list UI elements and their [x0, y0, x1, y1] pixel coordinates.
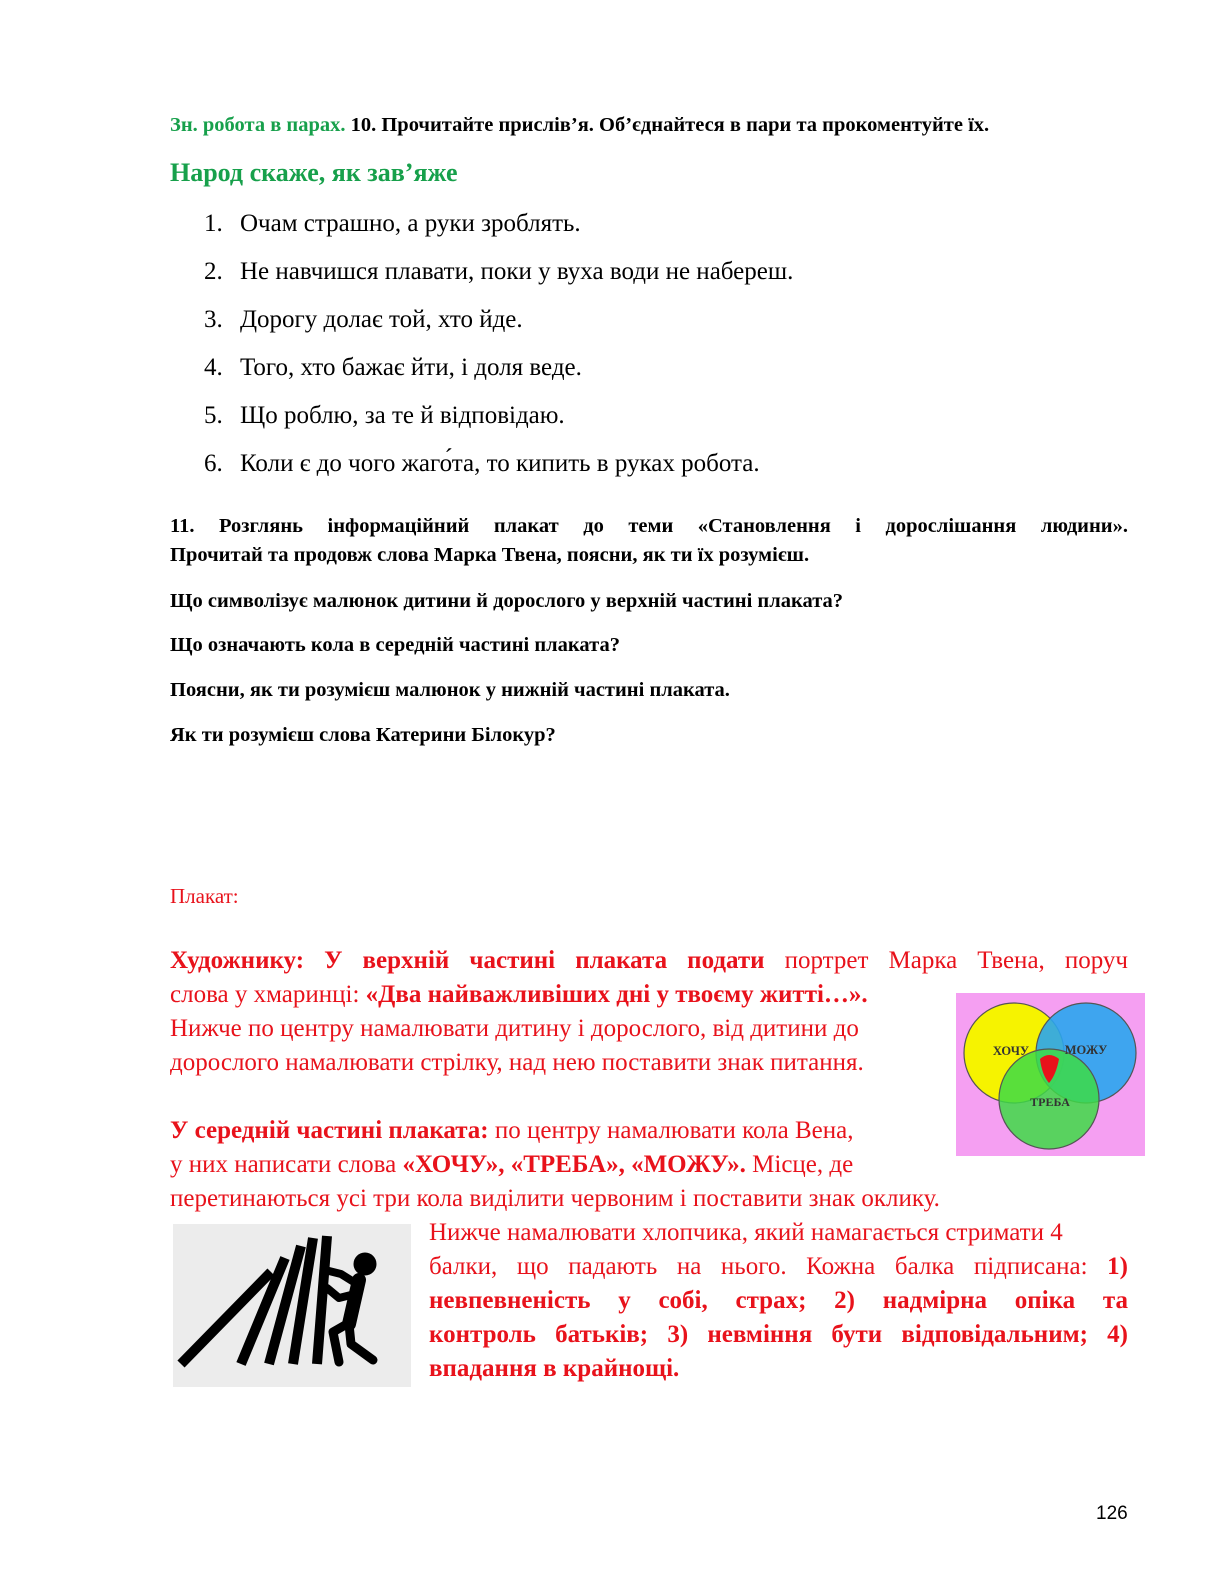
venn-label-can: МОЖУ	[1064, 1043, 1108, 1057]
task-10-label: Зн. робота в парах.	[170, 114, 346, 136]
list-item: 6. Коли є до чого жаго́та, то кипить в руках робота.	[204, 450, 760, 477]
poster-label: Плакат:	[170, 884, 239, 908]
venn-label-want: ХОЧУ	[992, 1044, 1030, 1058]
artist-line-9: балки, що падають на нього. Кожна балка підписана: 1)	[429, 1253, 1128, 1280]
venn-label-need: ТРЕБА	[1030, 1095, 1070, 1109]
venn-diagram-image	[956, 993, 1145, 1156]
task-10-text: 10. Прочитайте прислів’я. Об’єднайтеся в пари та прокоментуйте їх.	[345, 114, 990, 136]
question-4: Як ти розумієш слова Катерини Білокур?	[170, 724, 556, 746]
question-2: Що означають кола в середній частині плаката?	[170, 634, 620, 656]
question-3: Поясни, як ти розумієш малюнок у нижній частині плаката.	[170, 679, 730, 701]
beam-5	[317, 1236, 327, 1364]
falling-beams-image	[173, 1224, 411, 1387]
task-11-line-2: Прочитай та продовж слова Марка Твена, поясни, як ти їх розумієш.	[170, 544, 810, 566]
proverbs-list	[204, 206, 793, 494]
artist-line-12: впадання в крайнощі.	[429, 1355, 680, 1382]
list-item: 2. Не навчишся плавати, поки у вуха води не набереш.	[204, 258, 794, 285]
task-10-instruction	[170, 114, 989, 137]
task-11-instruction	[170, 512, 1128, 570]
venn-diagram	[956, 993, 1145, 1156]
artist-line-3: Нижче по центру намалювати дитину і дорослого, від дитини до	[170, 1015, 859, 1042]
stick-figure-illustration	[173, 1224, 411, 1387]
list-item: 1. Очам страшно, а руки зроблять.	[204, 210, 581, 237]
artist-line-4: дорослого намалювати стрілку, над нею поставити знак питання.	[170, 1049, 864, 1076]
list-item: 3. Дорогу долає той, хто йде.	[204, 306, 523, 333]
artist-line-11: контроль батьків; 3) невміння бути відповідальним; 4)	[429, 1321, 1128, 1348]
question-1: Що символізує малюнок дитини й дорослого у верхній частині плаката?	[170, 590, 844, 612]
task-11-line-1: 11. Розглянь інформаційний плакат до теми «Становлення і дорослішання людини».	[170, 515, 1128, 537]
artist-line-5: У середній частині плаката: по центру намалювати кола Вена,	[170, 1117, 854, 1144]
list-item: 5. Що роблю, за те й відповідаю.	[204, 402, 565, 429]
artist-line-1: Художнику: У верхній частині плаката подати портрет Марка Твена, поруч	[170, 947, 1128, 974]
artist-line-6: у них написати слова «ХОЧУ», «ТРЕБА», «МОЖУ». Місце, де	[170, 1151, 854, 1178]
list-item: 4. Того, хто бажає йти, і доля веде.	[204, 354, 582, 381]
artist-line-10: невпевненість у собі, страх; 2) надмірна опіка та	[429, 1287, 1128, 1314]
figure-leg-back	[349, 1324, 373, 1360]
figure-head	[354, 1253, 376, 1275]
figure-arm-upper	[325, 1270, 357, 1284]
artist-line-7: перетинаються усі три кола виділити червоним і поставити знак оклику.	[170, 1185, 940, 1212]
proverbs-heading: Народ скаже, як зав’яже	[170, 158, 458, 187]
artist-line-2: слова у хмаринці: «Два найважливіших дні у твоєму житті…».	[170, 981, 868, 1008]
figure-leg-front	[333, 1324, 347, 1362]
page-number: 126	[1096, 1503, 1128, 1524]
artist-line-8: Нижче намалювати хлопчика, який намагається стримати 4	[429, 1219, 1063, 1246]
